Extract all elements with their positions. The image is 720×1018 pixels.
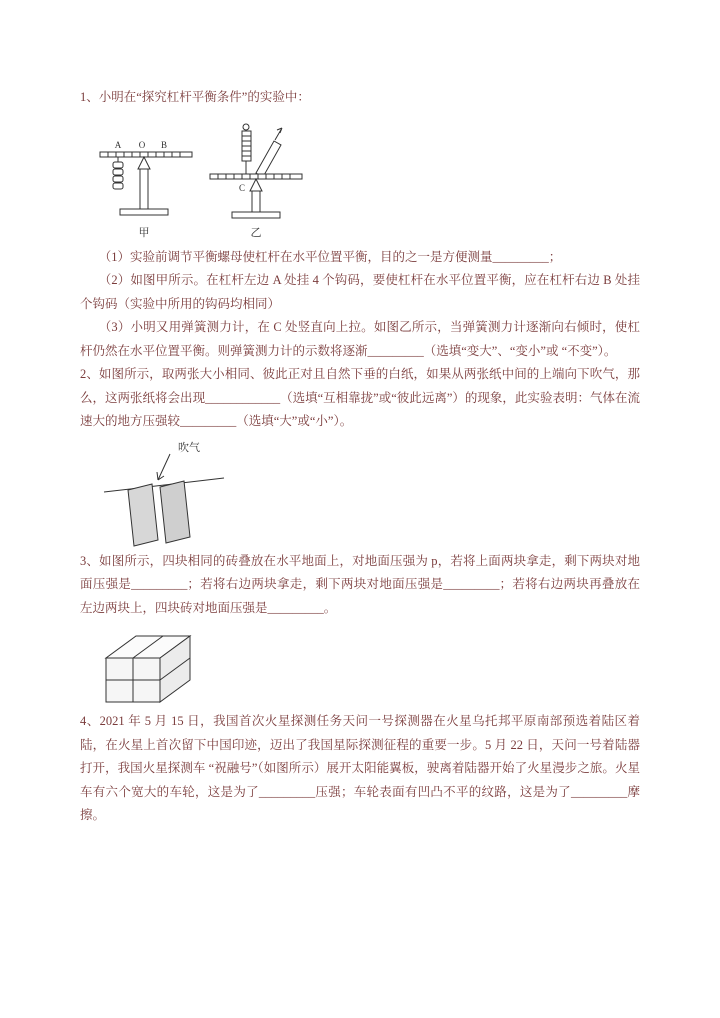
question-1-part-3: （3）小明又用弹簧测力计，在 C 处竖直向上拉。如图乙所示，当弹簧测力计逐渐向右倾时，使杠杆仍然在水平位置平衡。则弹簧测力计的示数将逐渐_________（选填“变大”、“变小”或 “不变”）。 [80, 320, 640, 358]
question-1-part-1: （1）实验前调节平衡螺母使杠杆在水平位置平衡，目的之一是方便测量_________； [98, 249, 562, 264]
figure-label-jia: 甲 [138, 226, 150, 239]
figure-blowing-papers [102, 438, 640, 550]
brick-stack-diagram [100, 628, 196, 710]
lever-stand [120, 157, 168, 215]
lever-experiment-diagram [94, 122, 306, 246]
point-label-b: B [160, 139, 168, 150]
point-label-c: C [238, 182, 246, 193]
figure-lever-experiment [94, 122, 640, 246]
hanging-weights [113, 157, 123, 189]
question-1-intro: 1、小明在“探究杠杆平衡条件”的实验中： [80, 90, 310, 104]
lever-apparatus-yi [210, 124, 302, 239]
point-label-o: O [138, 139, 146, 150]
figure-brick-stack [100, 628, 640, 710]
spring-scale-vertical [242, 124, 251, 174]
figure-label-yi: 乙 [250, 226, 262, 239]
lever-apparatus-jia [100, 140, 192, 239]
blow-label: 吹气 [178, 441, 200, 454]
question-1-part-2: （2）如图甲所示。在杠杆左边 A 处挂 4 个钩码，要使杠杆在水平位置平衡，应在杠杆右边 B 处挂个钩码（实验中所用的钩码均相同） [80, 273, 640, 311]
question-4: 4、2021 年 5 月 15 日，我国首次火星探测任务天问一号探测器在火星乌托邦平原南部预选着陆区着陆，在火星上首次留下中国印迹，迈出了我国星际探测征程的重要一步。5 月 22 日，天问一号着陆器打开，我国火星探测车 “祝融号”（如图所示）展开太阳能翼板，驶离着陆器开始了火星漫步之旅。火星车有六个宽大的车轮，这是为了_________压强；车轮表面有凹凸不平的纹路，这是为了_________摩擦。 [80, 714, 640, 822]
point-label-a: A [114, 139, 122, 150]
lever-beam [100, 152, 192, 157]
blow-arrow [157, 454, 170, 480]
blowing-papers-diagram [102, 438, 230, 550]
paper-sheet-right [160, 481, 190, 543]
paper-sheet-left [128, 484, 158, 546]
question-2: 2、如图所示，取两张大小相同、彼此正对且自然下垂的白纸，如果从两张纸中间的上端向下吹气，那么，这两张纸将会出现____________（选填“互相靠拢”或“彼此远离”）的现象，此实验表明：气体在流速大的地方压强较_________（选填“大”或“小”）。 [80, 367, 640, 428]
question-3: 3、如图所示，四块相同的砖叠放在水平地面上，对地面压强为 p，若将上面两块拿走，剩下两块对地面压强是_________；若将右边两块拿走，剩下两块对地面压强是_________；若将右边两块再叠放在左边两块上，四块砖对地面压强是_________。 [80, 553, 640, 615]
spring-scale-tilted [256, 128, 282, 177]
